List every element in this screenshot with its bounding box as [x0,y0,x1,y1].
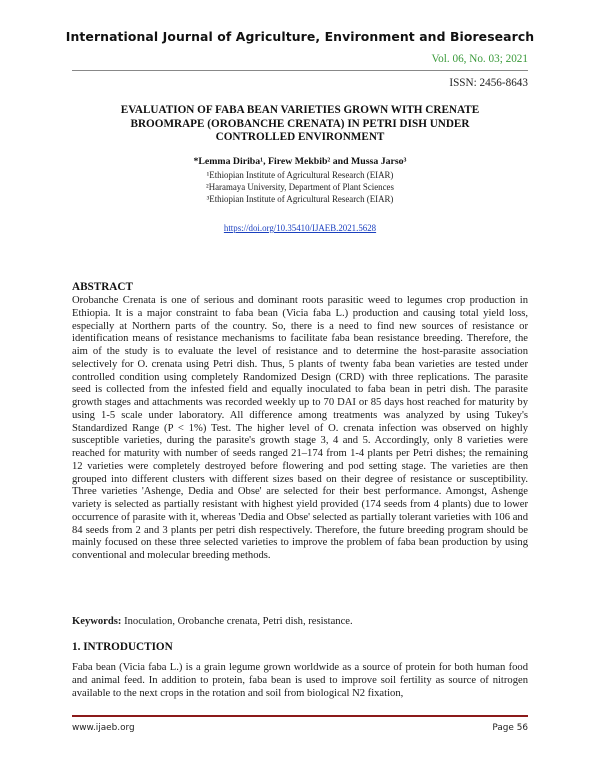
footer-website[interactable]: www.ijaeb.org [72,723,135,733]
affiliation-1: ¹Ethiopian Institute of Agricultural Research (EIAR) [206,170,394,180]
footer-rule [72,715,528,717]
abstract-text: Orobanche Crenata is one of serious and dominant roots parasitic weed to legumes crop production in Ethiopia. It is a major constraint to faba bean (Vicia faba L.) production and causing total yield loss, especially at Northern parts of the country. So, there is a need to find new sources of resistance or identification means of resistance mechanisms to facilitate faba bean resistance breeding. Therefore, the aim of the study is to evaluate the level of resistance and to determine the host-parasite association selectively for O. crenata using Petri dish. Thus, 5 plants of twenty faba bean varieties are tested under controlled condition using completely Randomized Design (CRD) with three replications. The parasite seed is collected from the infested field and equally inoculated to faba bean in petri dish. The parasite growth stages and attachments was recorded weekly up to 70 DAI or 85 days host reached for maturity by using 1-5 scale under laboratory. All difference among treatments was analyzed by using Tukey's Standardized Range (P < 1%) Test. The higher level of O. crenata infection was observed on highly susceptible varieties, during the parasite's growth stage 3, 4 and 5. Accordingly, only 8 varieties were reached for maturity with number of seeds ranged 21–174 from 1-4 plants per Petri dishes; the remaining 12 varieties were completely destroyed before flowering and pod setting stage. The varieties are then grouped into different clusters with different sizes based on their degree of resistance or susceptibility. Three varieties 'Ashenge, Dedia and Obse' are selected for their best performance. Amongst, Ashenge variety is selected as partially resistant with highest yield provided (174 seeds from 4 plants) due to lower occurrence of parasite with it, whereas 'Dedia and Obse' selected as partially tolerant varieties with 106 and 84 seeds from 2 and 3 plants per petri dish respectively. Therefore, the future breeding program should be mainly focused on these three selected varieties to improve the problem of faba bean production by using conventional and molecular breeding methods. [72,295,528,561]
doi-link[interactable]: https://doi.org/10.35410/IJAEB.2021.5628 [223,223,377,233]
volume-issue: Vol. 06, No. 03; 2021 [431,53,528,65]
page-number: Page 56 [492,723,528,733]
keywords [72,616,528,627]
paper-title: EVALUATION OF FABA BEAN VARIETIES GROWN WITH CRENATE BROOMRAPE (OROBANCHE CRENATA) IN PETRI DISH UNDER CONTROLLED ENVIRONMENT [120,104,480,143]
abstract-heading: ABSTRACT [72,281,133,293]
header-rule [72,70,528,71]
authors: *Lemma Diriba¹, Firew Mekbib² and Mussa Jarso³ [193,156,407,167]
issn: ISSN: 2456-8643 [449,77,528,89]
journal-title: International Journal of Agriculture, Environment and Bioresearch [65,29,535,44]
affiliation-3: ³Ethiopian Institute of Agricultural Research (EIAR) [206,194,394,204]
keywords-text: Inoculation, Orobanche crenata, Petri dish, resistance. [121,616,353,627]
introduction-text: Faba bean (Vicia faba L.) is a grain legume grown worldwide as a source of protein for both human food and animal feed. In addition to protein, faba bean is used to improve soil fertility as source of nitrogen available to the next crops in the rotation and soil from biological N2 fixation, [72,662,528,699]
affiliation-2: ²Haramaya University, Department of Plant Sciences [206,182,394,192]
keywords-label: Keywords: [72,616,122,627]
introduction-heading: 1. INTRODUCTION [72,641,173,653]
